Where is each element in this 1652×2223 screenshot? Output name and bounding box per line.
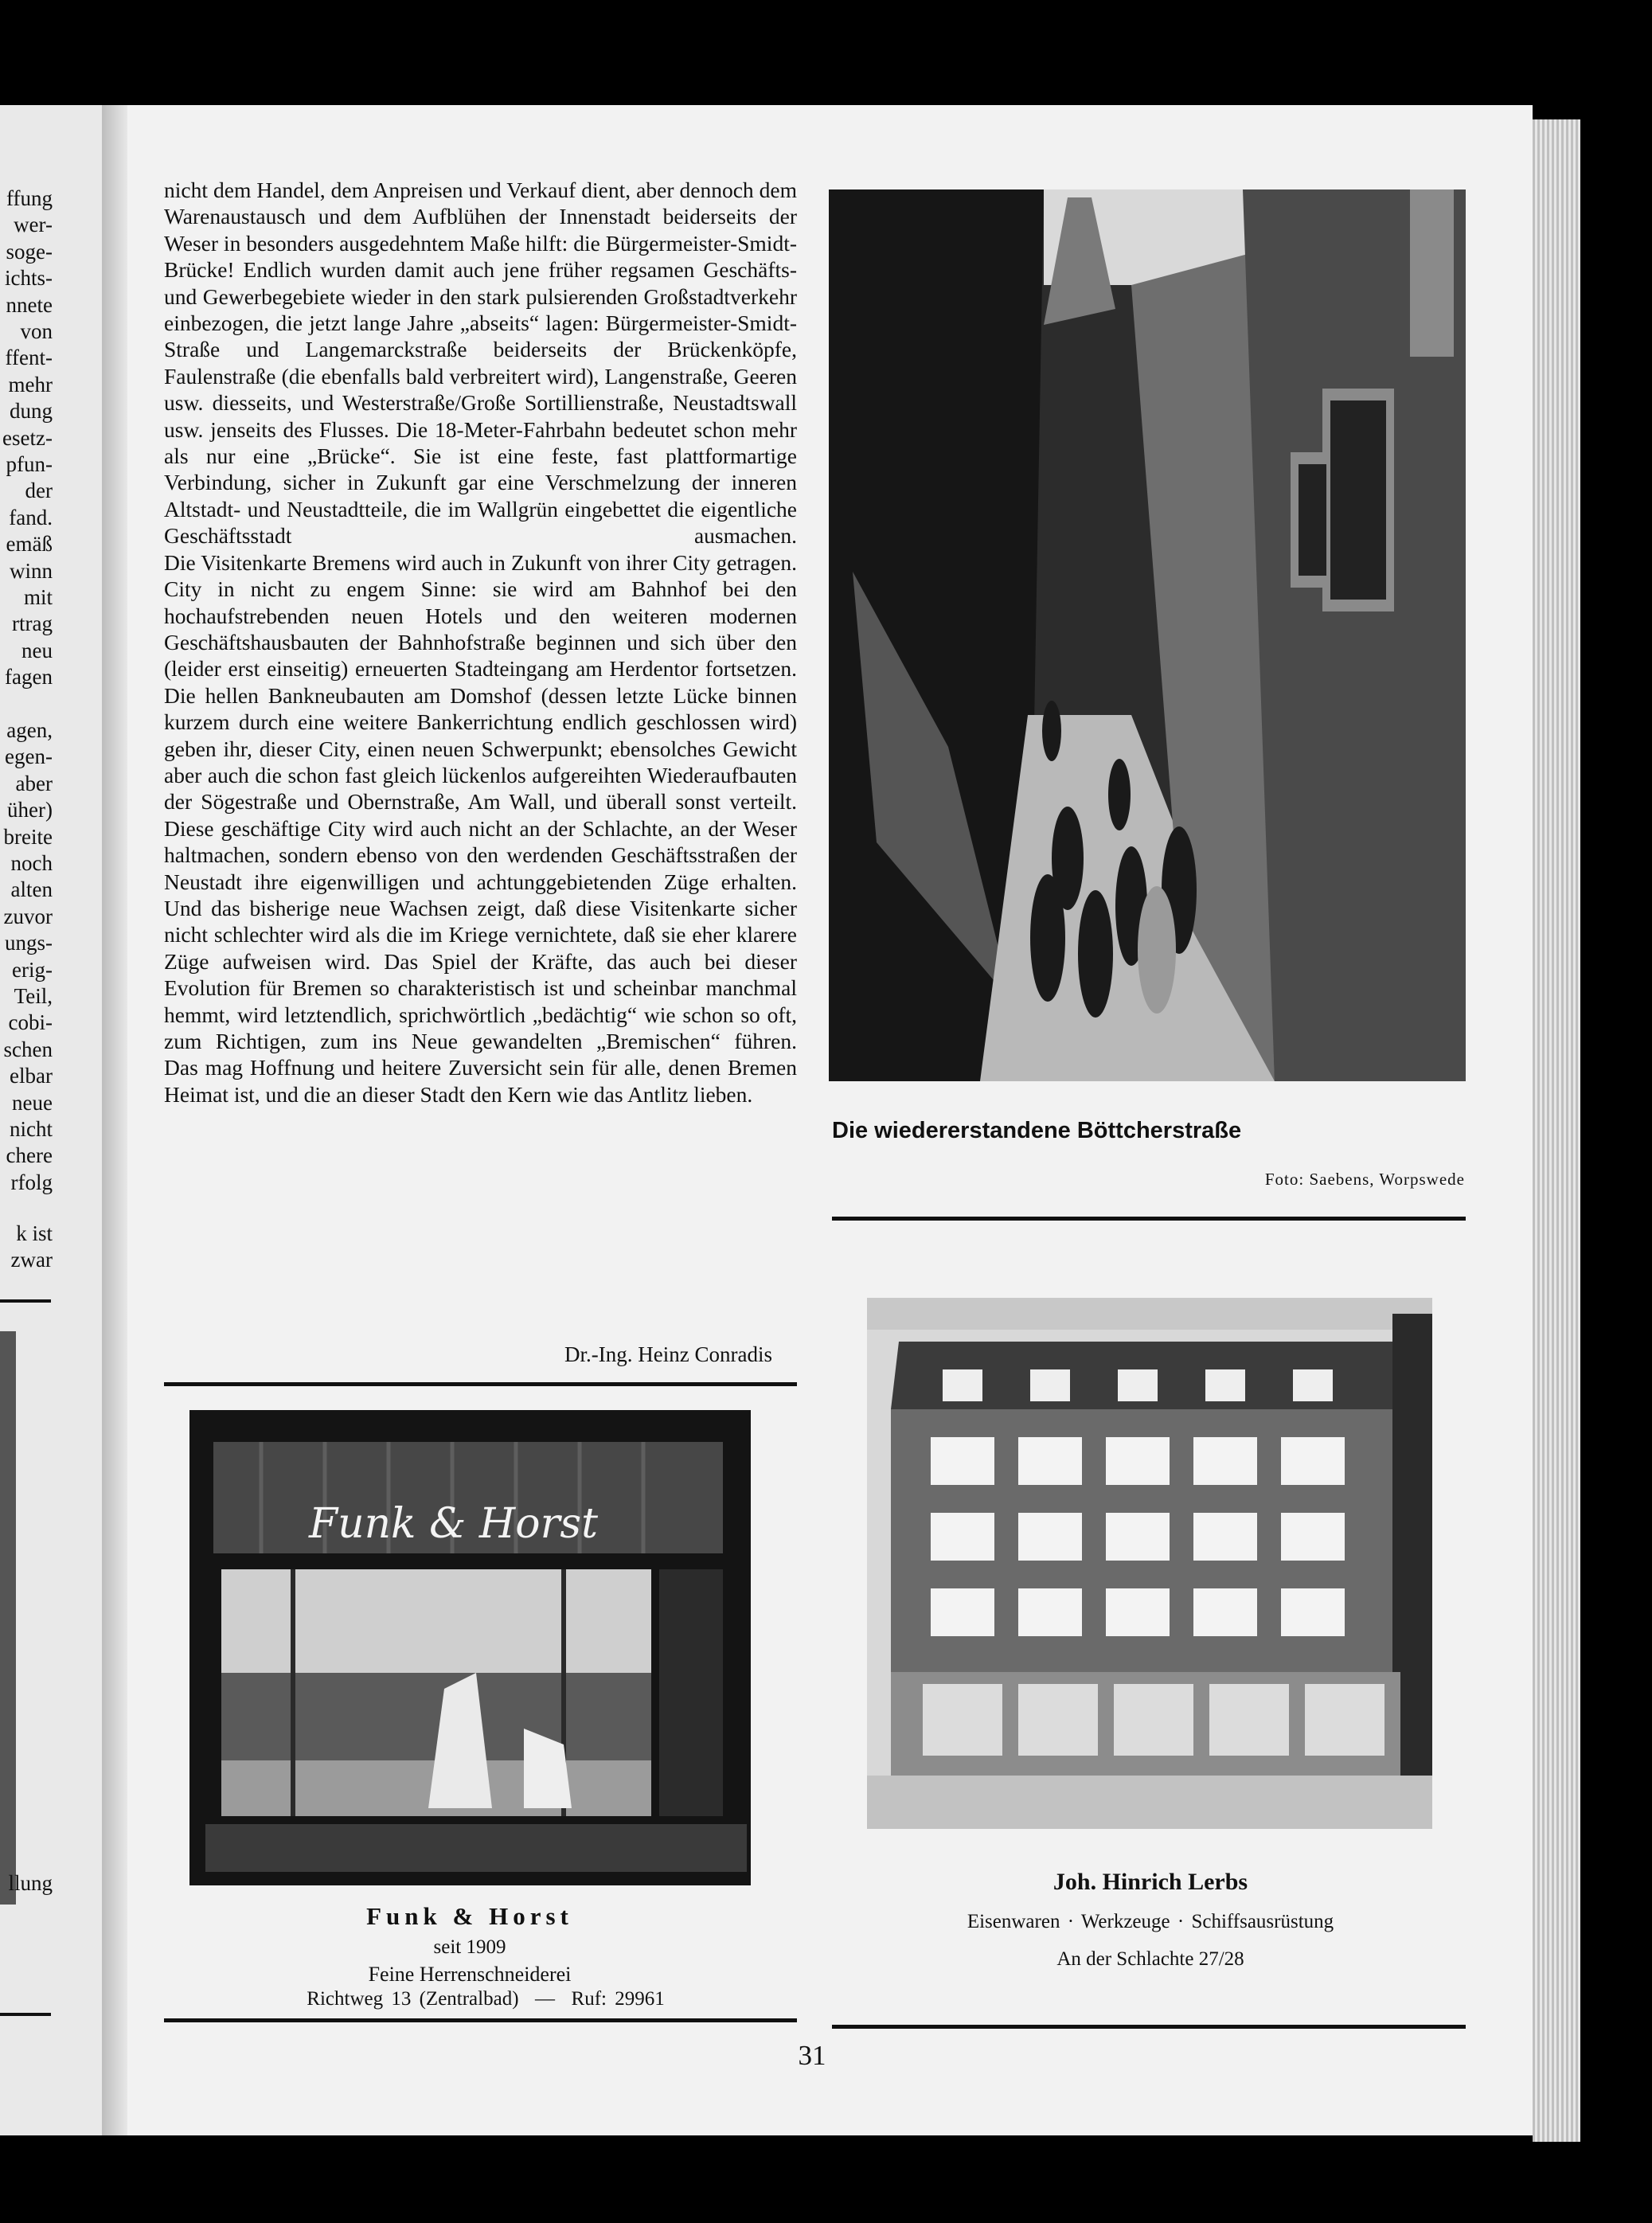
previous-page-line: Teil,	[14, 984, 53, 1008]
previous-page-line: fagen	[5, 665, 53, 690]
page-number: 31	[798, 2040, 826, 2071]
lerbs-name: Joh. Hinrich Lerbs	[1053, 1869, 1248, 1895]
previous-page-edge	[0, 105, 111, 2135]
previous-page-line: nnete	[6, 292, 53, 317]
previous-page-line: ffung	[6, 186, 53, 210]
previous-page-line: agen,	[6, 718, 53, 742]
article-text	[164, 177, 797, 1108]
funk-horst-address: Richtweg 13 (Zentralbad) — Ruf: 29961	[307, 1988, 665, 2010]
funk-horst-storefront-photo	[189, 1410, 751, 1885]
previous-page-line: neue	[12, 1090, 53, 1115]
previous-page-line: fand.	[9, 505, 53, 529]
previous-page-line: nicht	[10, 1117, 53, 1141]
previous-page-line: ungs-	[5, 931, 53, 955]
lerbs-building-photo	[867, 1298, 1432, 1829]
previous-page-line: schen	[3, 1037, 53, 1061]
previous-page-line: ichts-	[5, 266, 53, 291]
funk-horst-sign: Funk & Horst	[309, 1500, 599, 1548]
previous-page-line: erig-	[12, 957, 53, 982]
previous-page-line: üher)	[7, 798, 53, 822]
photo-caption: Die wiedererstandene Böttcherstraße	[832, 1118, 1242, 1143]
previous-page-line: egen-	[5, 744, 53, 769]
funk-horst-trade: Feine Herrenschneiderei	[368, 1963, 572, 1986]
previous-page-line: rtrag	[12, 611, 53, 636]
section-rule	[832, 2025, 1466, 2029]
previous-page-rule	[0, 1299, 51, 1303]
boettcherstrasse-photo	[829, 189, 1466, 1081]
previous-page-line: pfun-	[6, 452, 53, 476]
article-paragraph: nicht dem Handel, dem Anpreisen und Verkauf dient, aber dennoch dem Warenaustausch und dem Aufblühen der Innenstadt beiderseits der Weser in besonders ausgedehntem Maße hilft: die Bürgermeister-Smidt-Brücke! Endlich wurden damit auch jene früher regsamen Geschäfts- und Gewerbegebiete wieder in den stark pulsierenden Großstadtverkehr einbezogen, die jetzt lange Jahre „abseits“ lagen: Bürgermeister-Smidt-Straße und Langemarckstraße beiderseits der Brückenköpfe, Faulenstraße (die ebenfalls bald verbreitert wird), Langenstraße, Geeren usw. diesseits, und Westerstraße/Große Sortillienstraße, Neustadtswall usw. jenseits des Flusses. Die 18-Meter-Fahrbahn bedeutet schon mehr als nur eine „Brücke“. Sie ist eine feste, fast plattformartige Verbindung, sicher in Zukunft gar eine Verschmelzung der inneren Altstadt- und Neustadtteile, die im Wallgrün eingebettet die eigentliche Geschäftsstadt ausmachen.	[164, 178, 797, 549]
previous-page-line: llung	[8, 1871, 53, 1895]
previous-page-rule-bottom	[0, 2013, 51, 2016]
lerbs-trade: Eisenwaren · Werkzeuge · Schiffsausrüstung	[967, 1911, 1334, 1932]
previous-page-line: winn	[10, 558, 53, 583]
article-author: Dr.-Ing. Heinz Conradis	[564, 1342, 772, 1366]
funk-horst-name: Funk & Horst	[366, 1902, 573, 1930]
previous-page-line: noch	[10, 851, 53, 875]
section-rule	[164, 2018, 797, 2022]
previous-page-line: rfolg	[10, 1170, 53, 1194]
previous-page-line: mit	[23, 585, 53, 609]
previous-page-line: zwar	[10, 1248, 53, 1272]
previous-page-line: der	[25, 479, 53, 503]
funk-horst-since: seit 1909	[433, 1936, 506, 1958]
previous-page-line: cobi-	[8, 1010, 53, 1035]
previous-page-line: wer-	[14, 213, 53, 237]
article-paragraph: Die Visitenkarte Bremens wird auch in Zukunft von ihrer City getragen. City in nicht zu engem Sinne: sie wird am Bahnhof bei den hochaufstrebenden neuen Hotels und den weiteren modernen Geschäftshausbauten der Bahnhofstraße beginnen und sich über den (leider erst einseitig) erneuerten Stadteingang am Herdentor fortsetzen. Die hellen Bankneubauten am Domshof (dessen letzte Lücke binnen kurzem durch eine weitere Bankerrichtung endlich geschlossen wird) geben ihr, dieser City, einen neuen Schwerpunkt; ebensolches Gewicht aber auch die schon fast gleich lückenlos aufgereihten Wiederaufbauten der Sögestraße und Obernstraße, Am Wall, und überall sonst verteilt. Diese geschäftige City wird auch nicht an der Schlachte, an der Weser haltmachen, sondern ebenso von den werdenden Geschäftsstraßen der Neustadt ihre eigenwilligen und achtunggebietenden Züge erhalten. Und das bisherige neue Wachsen zeigt, daß diese Visitenkarte sicher nicht schlechter wird als die im Kriege vernichtete, daß sie eher klarere Züge aufweisen wird. Das Spiel der Kräfte, das auch bei dieser Evolution für Bremen so charakteristisch ist und scheinbar manchmal hemmt, wird letztendlich, sprichwörtlich „bedächtig“ wie schon so oft, zum Richtigen, zum ins Neue gewandelten „Bremischen“ führen.	[164, 549, 797, 1053]
previous-page-line: alten	[10, 877, 53, 902]
previous-page-line: aber	[15, 771, 53, 795]
article-paragraph: Das mag Hoffnung und heitere Zuversicht sein für alle, denen Bremen Heimat ist, und die an dieser Stadt den Kern wie das Antlitz lieben.	[164, 1055, 797, 1107]
photo-credit: Foto: Saebens, Worpswede	[1264, 1170, 1465, 1189]
previous-page-line: mehr	[8, 372, 53, 397]
previous-page-line: ffent-	[5, 346, 53, 370]
previous-page-line: chere	[6, 1143, 53, 1168]
previous-page-photo	[0, 1331, 16, 1905]
previous-page-line: soge-	[6, 239, 53, 264]
previous-page-line: von	[20, 319, 53, 343]
previous-page-line: breite	[3, 824, 53, 849]
previous-page-line: zuvor	[3, 904, 53, 928]
previous-page-line: emäß	[6, 532, 53, 557]
previous-page-line: dung	[10, 399, 53, 424]
book-page-edges	[1533, 119, 1580, 2142]
lerbs-address: An der Schlachte 27/28	[1056, 1948, 1244, 1970]
previous-page-line: elbar	[10, 1064, 53, 1088]
previous-page-line: k ist	[16, 1221, 53, 1245]
previous-page-line: esetz-	[2, 425, 53, 450]
previous-page-line: neu	[21, 638, 53, 662]
section-rule	[164, 1382, 797, 1386]
section-rule	[832, 1217, 1466, 1221]
